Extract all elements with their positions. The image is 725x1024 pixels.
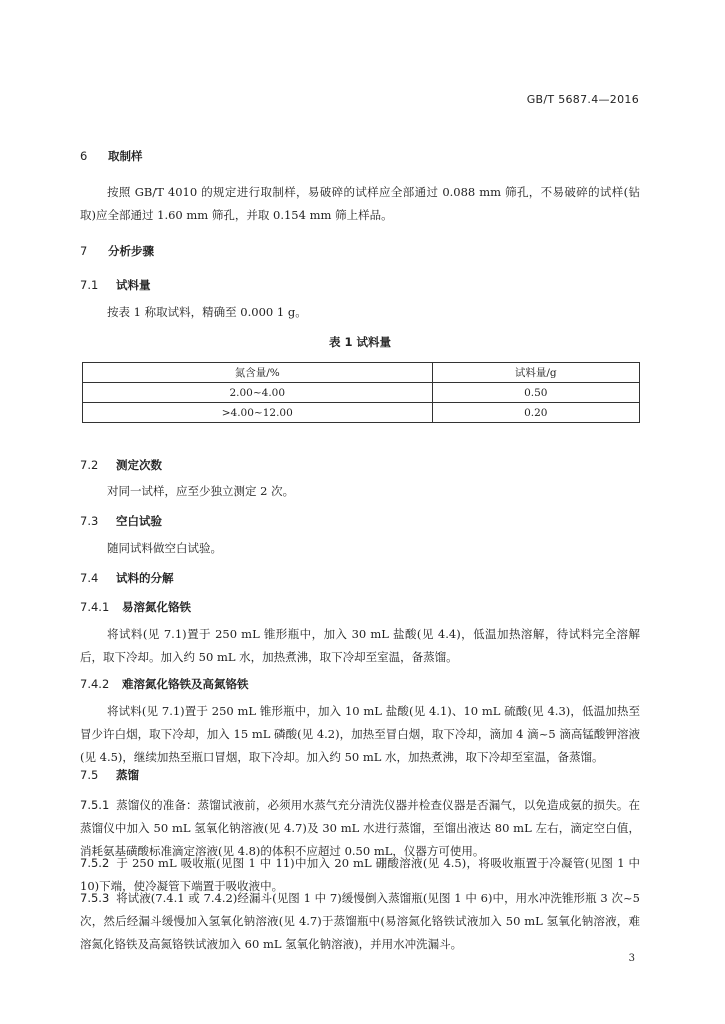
section-number: 7.5 xyxy=(80,768,99,782)
section-title: 蒸馏 xyxy=(116,768,139,782)
section-heading-7-1 xyxy=(80,277,151,293)
section-number: 7.4.1 xyxy=(80,600,110,614)
section-heading-6 xyxy=(80,148,143,164)
section-title: 难溶氮化铬铁及高氮铬铁 xyxy=(122,677,249,691)
section-heading-7-3 xyxy=(80,513,162,529)
sample-mass-table xyxy=(82,362,640,423)
table-cell: >4.00~12.00 xyxy=(83,403,433,423)
clause-number: 7.5.2 xyxy=(80,856,110,870)
section-title: 易溶氮化铬铁 xyxy=(122,600,191,614)
section-body-7-5-3 xyxy=(80,887,640,956)
section-heading-7-2 xyxy=(80,457,162,473)
table-row xyxy=(83,383,640,403)
section-number: 7.1 xyxy=(80,278,99,292)
clause-text: 将试液(7.4.1 或 7.4.2)经漏斗(见图 1 中 7)缓慢倒入蒸馏瓶(见图 1 中 6)中，用水冲洗锥形瓶 3 次~5 次，然后经漏斗缓慢加入氢氧化钠溶液(见 4.7)于蒸馏瓶中(易溶氮化铬铁试液加入 50 mL 氢氧化钠溶液，难溶氮化铬铁及高氮铬铁试液加入 60 mL 氢氧化钠溶液)，并用水冲洗漏斗。 xyxy=(80,891,640,951)
section-heading-7-4-1 xyxy=(80,599,191,615)
clause-text: 蒸馏仪的准备：蒸馏试液前，必须用水蒸气充分清洗仪器并检查仪器是否漏气，以免造成氨的损失。在蒸馏仪中加入 50 mL 氢氧化钠溶液(见 4.7)及 30 mL 水进行蒸馏，至馏出液达 80 mL 左右，滴定空白值，消耗氨基磺酸标准滴定溶液(见 4.8)的体积不应超过 0.50 mL，仪器方可使用。 xyxy=(80,798,640,858)
table-cell: 0.20 xyxy=(432,403,639,423)
section-number: 7 xyxy=(80,244,88,258)
clause-number: 7.5.3 xyxy=(80,891,110,905)
table-header-row xyxy=(83,363,640,383)
table-cell: 0.50 xyxy=(432,383,639,403)
section-title: 试料量 xyxy=(116,278,151,292)
clause-number: 7.5.1 xyxy=(80,798,110,812)
section-number: 7.3 xyxy=(80,514,99,528)
section-number: 7.4.2 xyxy=(80,677,110,691)
section-title: 试料的分解 xyxy=(116,571,174,585)
section-heading-7-5 xyxy=(80,767,139,783)
section-heading-7-4-2 xyxy=(80,676,249,692)
page-number: 3 xyxy=(628,953,635,964)
section-body-7-4-2: 将试料(见 7.1)置于 250 mL 锥形瓶中，加入 10 mL 盐酸(见 4.1)、10 mL 硫酸(见 4.3)，低温加热至冒少许白烟，取下冷却，加入 15 mL 磷酸(见 4.2)，加热至冒白烟，取下冷却，滴加 4 滴~5 滴高锰酸钾溶液(见 4.5)，继续加热至瓶口冒烟，取下冷却。加入约 50 mL 水，加热煮沸，取下冷却至室温，备蒸馏。 xyxy=(80,704,640,764)
table-cell: 2.00~4.00 xyxy=(83,383,433,403)
table-row xyxy=(83,403,640,423)
section-number: 7.4 xyxy=(80,571,99,585)
section-body-7-3: 随同试料做空白试验。 xyxy=(107,541,222,555)
section-title: 测定次数 xyxy=(116,458,162,472)
table-header-cell: 氮含量/% xyxy=(83,363,433,383)
section-title: 分析步骤 xyxy=(108,244,154,258)
standard-code: GB/T 5687.4—2016 xyxy=(526,93,639,106)
table-title: 表 1 试料量 xyxy=(328,335,391,349)
clause-text: 于 250 mL 吸收瓶(见图 1 中 11)中加入 20 mL 硼酸溶液(见 4.5)，将吸收瓶置于冷凝管(见图 1 中 10)下端，使冷凝管下端置于吸收液中。 xyxy=(80,856,640,893)
section-body-6: 按照 GB/T 4010 的规定进行取制样，易破碎的试样应全部通过 0.088 mm 筛孔，不易破碎的试样(钻取)应全部通过 1.60 mm 筛孔，并取 0.154 mm 筛上样品。 xyxy=(80,185,640,222)
section-body-7-2: 对同一试样，应至少独立测定 2 次。 xyxy=(107,484,295,498)
section-body-7-1: 按表 1 称取试料，精确至 0.000 1 g。 xyxy=(107,305,307,319)
section-title: 取制样 xyxy=(108,149,143,163)
section-title: 空白试验 xyxy=(116,514,162,528)
section-heading-7 xyxy=(80,243,154,259)
section-number: 6 xyxy=(80,149,88,163)
section-body-7-4-1: 将试料(见 7.1)置于 250 mL 锥形瓶中，加入 30 mL 盐酸(见 4.4)，低温加热溶解，待试料完全溶解后，取下冷却。加入约 50 mL 水，加热煮沸，取下冷却至室温，备蒸馏。 xyxy=(80,627,640,664)
section-heading-7-4 xyxy=(80,570,174,586)
table-header-cell: 试料量/g xyxy=(432,363,639,383)
section-number: 7.2 xyxy=(80,458,99,472)
